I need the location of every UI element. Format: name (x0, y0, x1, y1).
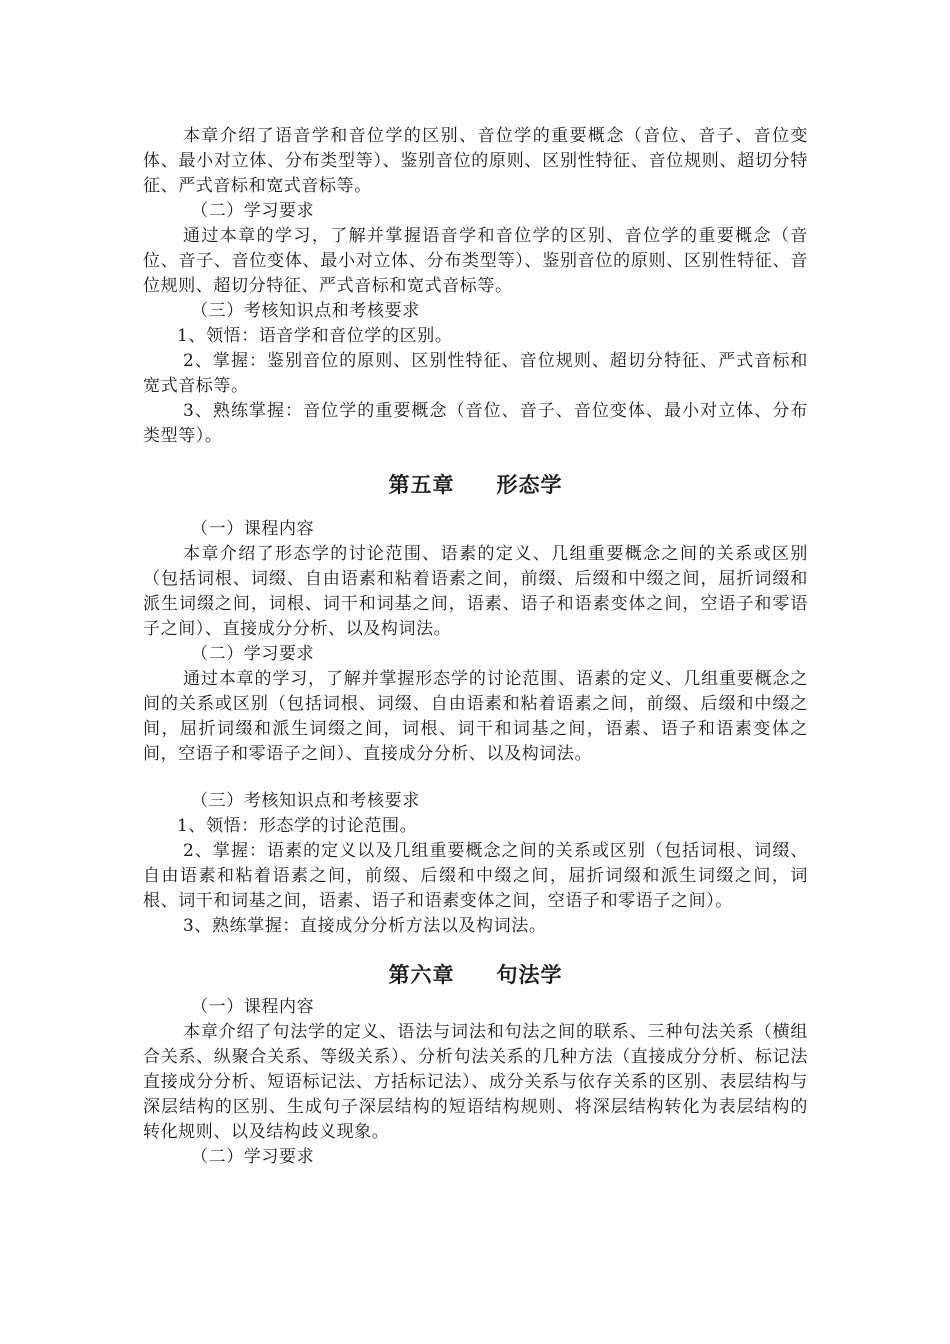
document-page (143, 124, 808, 1170)
ch5-title: 形态学 (496, 472, 563, 497)
ch5-exam-item-3: 3、熟练掌握：直接成分分析方法以及构词法。 (183, 916, 547, 936)
ch5-requirements-paragraph: 通过本章的学习，了解并掌握形态学的讨论范围、语素的定义、几组重要概念之间的关系或区别（包括词根、词缀、自由语素和粘着语素之间，前缀、后缀和中缀之间，屈折词缀和派生词缀之间，词根、词干和词基之间，语素、语子和语素变体之间，空语子和零语子之间）、直接成分分析、以及构词法。 (143, 669, 808, 764)
ch4-exam-heading: （三）考核知识点和考核要求 (191, 301, 420, 321)
ch6-number: 第六章 (388, 962, 455, 987)
ch5-exam-item-2: 2、掌握：语素的定义以及几组重要概念之间的关系或区别（包括词根、词缀、自由语素和粘着语素之间，前缀、后缀和中缀之间，屈折词缀和派生词缀之间，词根、词干和词基之间，语素、语子和语素变体之间，空语子和零语子之间）。 (143, 841, 808, 911)
ch6-title: 句法学 (496, 962, 563, 987)
ch6-heading (143, 961, 808, 989)
ch4-requirements-heading: （二）学习要求 (191, 201, 315, 221)
ch5-requirements-heading: （二）学习要求 (191, 644, 315, 664)
ch4-exam-item-2: 2、掌握：鉴别音位的原则、区别性特征、音位规则、超切分特征、严式音标和宽式音标等。 (143, 351, 808, 396)
ch5-exam-item-1: 1、领悟：形态学的讨论范围。 (177, 816, 418, 836)
ch5-exam-heading: （三）考核知识点和考核要求 (191, 791, 420, 811)
ch6-requirements-heading: （二）学习要求 (191, 1147, 315, 1167)
ch5-content-paragraph: 本章介绍了形态学的讨论范围、语素的定义、几组重要概念之间的关系或区别（包括词根、词缀、自由语素和粘着语素之间，前缀、后缀和中缀之间，屈折词缀和派生词缀之间，词根、词干和词基之间，语素、语子和语素变体之间，空语子和零语子之间）、直接成分分析、以及构词法。 (143, 544, 808, 639)
ch6-content-paragraph: 本章介绍了句法学的定义、语法与词法和句法之间的联系、三种句法关系（横组合关系、纵聚合关系、等级关系）、分析句法关系的几种方法（直接成分分析、标记法直接成分分析、短语标记法、方括标记法）、成分关系与依存关系的区别、表层结构与深层结构的区别、生成句子深层结构的短语结构规则、将深层结构转化为表层结构的转化规则、以及结构歧义现象。 (143, 1022, 808, 1142)
ch4-requirements-paragraph: 通过本章的学习，了解并掌握语音学和音位学的区别、音位学的重要概念（音位、音子、音位变体、最小对立体、分布类型等）、鉴别音位的原则、区别性特征、音位规则、超切分特征、严式音标和宽式音标等。 (143, 226, 808, 296)
ch5-content-heading: （一）课程内容 (191, 519, 315, 539)
ch4-exam-item-1: 1、领悟：语音学和音位学的区别。 (177, 326, 453, 346)
ch5-number: 第五章 (388, 472, 455, 497)
ch4-content-paragraph: 本章介绍了语音学和音位学的区别、音位学的重要概念（音位、音子、音位变体、最小对立体、分布类型等）、鉴别音位的原则、区别性特征、音位规则、超切分特征、严式音标和宽式音标等。 (143, 126, 808, 196)
ch4-exam-item-3: 3、熟练掌握：音位学的重要概念（音位、音子、音位变体、最小对立体、分布类型等）。 (143, 401, 808, 446)
ch5-heading (143, 471, 808, 499)
ch6-content-heading: （一）课程内容 (191, 997, 315, 1017)
